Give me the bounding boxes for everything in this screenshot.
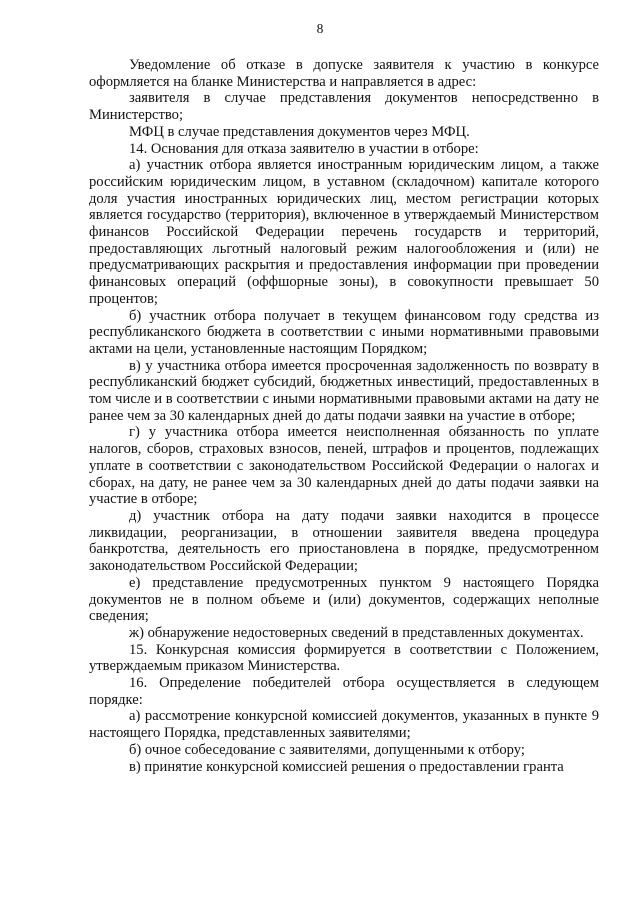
paragraph: 14. Основания для отказа заявителю в участии в отборе:	[129, 140, 479, 157]
paragraph: 16. Определение победителей отбора осуществляется в следующем порядке:	[89, 675, 599, 708]
paragraph: в) у участника отбора имеется просроченная задолженность по возврату в республиканский бюджет субсидий, бюджетных инвестиций, предоставленных в том числе и в соответствии с иными нормативными правовыми актами на дату не ранее чем за 30 календарных дней до даты подачи заявки на участие в отборе;	[89, 357, 599, 424]
paragraph: Уведомление об отказе в допуске заявителя к участию в конкурсе оформляется на бланке Министерства и направляется в адрес:	[89, 57, 599, 90]
paragraph: заявителя в случае представления документов непосредственно в Министерство;	[89, 90, 599, 124]
paragraph: МФЦ в случае представления документов через МФЦ.	[129, 123, 470, 140]
paragraph: д) участник отбора на дату подачи заявки находится в процессе ликвидации, реорганизации, в отношении заявителя введена процедура банкротства, деятельность его приостановлена в порядке, предусмотренном законодательством Российской Федерации;	[89, 507, 599, 575]
paragraph: а) рассмотрение конкурсной комиссией документов, указанных в пункте 9 настоящего Порядка, представленных заявителями;	[89, 708, 599, 742]
paragraph: ж) обнаружение недостоверных сведений в представленных документах.	[129, 624, 584, 641]
paragraph: в) принятие конкурсной комиссией решения о предоставлении гранта	[129, 758, 564, 775]
paragraph: б) очное собеседование с заявителями, допущенными к отбору;	[129, 741, 525, 758]
paragraph: б) участник отбора получает в текущем финансовом году средства из республиканского бюджета в соответствии с иными нормативными правовыми актами на цели, установленные настоящим Порядком;	[89, 307, 599, 357]
paragraph: е) представление предусмотренных пунктом 9 настоящего Порядка документов не в полном объеме и (или) документов, содержащих неполные сведения;	[89, 574, 599, 625]
paragraph: г) у участника отбора имеется неисполненная обязанность по уплате налогов, сборов, страховых взносов, пеней, штрафов и процентов, подлежащих уплате в соответствии с законодательством Российской Федерации о налогах и сборах, на дату, не ранее чем за 30 календарных дней до даты подачи заявки на участие в отборе;	[89, 424, 599, 508]
paragraph: 15. Конкурсная комиссия формируется в соответствии с Положением, утверждаемым приказом Министерства.	[89, 641, 599, 675]
page-number: 8	[316, 21, 324, 36]
paragraph: а) участник отбора является иностранным юридическим лицом, а также российским юридическим лицом, в уставном (складочном) капитале которого доля участия иностранных юридических лиц, местом регистрации которых является государство (территория), включенное в утверждаемый Министерством финансов Российской Федерации перечень государств и территорий, предоставляющих льготный налоговый режим налогообложения и (или) не предусматривающих раскрытия и предоставления информации при проведении финансовых операций (оффшорные зоны), в совокупности превышает 50 процентов;	[89, 157, 599, 307]
document-body	[89, 57, 599, 775]
